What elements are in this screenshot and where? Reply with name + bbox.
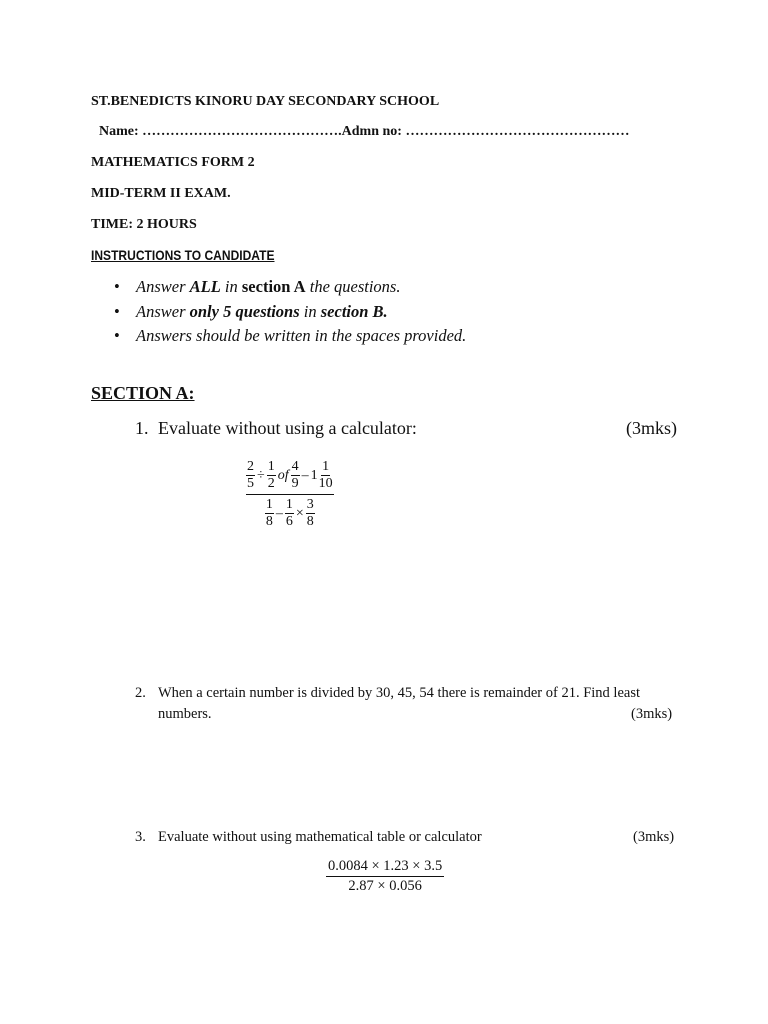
instruction-emphasis: ALL bbox=[189, 277, 221, 296]
instruction-emphasis: section B. bbox=[320, 302, 388, 321]
fraction-denominator: 2.87 × 0.056 bbox=[348, 877, 422, 894]
fraction-numerator: 0.0084 × 1.23 × 3.5 bbox=[326, 859, 444, 877]
instruction-item bbox=[114, 277, 401, 297]
instruction-emphasis: only 5 questions bbox=[189, 302, 300, 321]
fraction-denominator: 6 bbox=[285, 514, 293, 529]
fraction-numerator: 1 bbox=[285, 497, 293, 512]
fraction-denominator: 5 bbox=[247, 476, 254, 491]
question-text: Evaluate without using a calculator: bbox=[158, 418, 417, 438]
fraction-numerator: 3 bbox=[306, 497, 314, 512]
exam-time: TIME: 2 HOURS bbox=[91, 217, 197, 232]
fraction bbox=[306, 497, 315, 530]
fraction-numerator: 1 bbox=[267, 459, 275, 474]
question-marks: (3mks) bbox=[633, 829, 675, 845]
compound-fraction bbox=[246, 459, 334, 530]
whole-number: 1 bbox=[310, 467, 318, 483]
instruction-item bbox=[114, 302, 388, 322]
fraction-numerator: 4 bbox=[291, 459, 299, 474]
fraction-denominator: 2 bbox=[267, 476, 275, 491]
fraction-numerator: 1 bbox=[265, 497, 273, 512]
school-name: ST.BENEDICTS KINORU DAY SECONDARY SCHOOL bbox=[91, 94, 440, 109]
instruction-text: Answer bbox=[136, 302, 190, 321]
fraction bbox=[246, 459, 255, 492]
fraction bbox=[318, 459, 334, 492]
fraction-denominator: 8 bbox=[265, 514, 273, 529]
fraction bbox=[285, 497, 294, 530]
instruction-text: Answer bbox=[136, 277, 190, 296]
expression-denominator bbox=[265, 495, 315, 530]
times-operator: × bbox=[295, 505, 304, 521]
instruction-text: in bbox=[220, 277, 242, 296]
minus-operator: – bbox=[301, 467, 309, 483]
instruction-text: the questions. bbox=[305, 277, 401, 296]
question-number: 1. bbox=[135, 418, 149, 438]
math-expression bbox=[246, 459, 334, 530]
exam-title: MID-TERM II EXAM. bbox=[91, 186, 231, 201]
fraction bbox=[291, 459, 300, 492]
fraction-numerator: 1 bbox=[322, 459, 330, 474]
name-admn-line: Name: …………………………………….Admn no: ………………………………………… bbox=[99, 124, 630, 139]
instructions-heading: INSTRUCTIONS TO CANDIDATE bbox=[91, 247, 275, 263]
question-marks: (3mks) bbox=[631, 706, 673, 722]
question-number: 3. bbox=[135, 829, 146, 845]
decimal-fraction bbox=[326, 859, 444, 893]
instruction-emphasis: section A bbox=[241, 277, 306, 296]
fraction-denominator: 8 bbox=[306, 514, 314, 529]
question-marks: (3mks) bbox=[626, 418, 677, 438]
section-a-title: SECTION A: bbox=[91, 383, 195, 403]
fraction bbox=[265, 497, 274, 530]
expression-numerator bbox=[246, 459, 334, 495]
instruction-text: Answers should be written in the spaces provided. bbox=[136, 326, 467, 345]
of-operator: of bbox=[277, 467, 289, 483]
question-text: When a certain number is divided by 30, 45, 54 there is remainder of 21. Find least bbox=[158, 685, 640, 701]
bullet-icon: • bbox=[114, 302, 120, 321]
bullet-icon: • bbox=[114, 326, 120, 345]
fraction-denominator: 10 bbox=[318, 476, 333, 491]
subject-title: MATHEMATICS FORM 2 bbox=[91, 155, 255, 170]
divide-operator: ÷ bbox=[257, 467, 265, 483]
instruction-text: in bbox=[299, 302, 321, 321]
fraction bbox=[326, 859, 444, 893]
fraction-numerator: 2 bbox=[247, 459, 254, 474]
instruction-item bbox=[114, 326, 467, 346]
minus-operator: – bbox=[275, 505, 283, 521]
question-number: 2. bbox=[135, 685, 146, 701]
question-text-continued: numbers. bbox=[158, 706, 212, 722]
question-text: Evaluate without using mathematical table or calculator bbox=[158, 829, 482, 845]
bullet-icon: • bbox=[114, 277, 120, 296]
fraction bbox=[267, 459, 276, 492]
fraction-denominator: 9 bbox=[291, 476, 299, 491]
